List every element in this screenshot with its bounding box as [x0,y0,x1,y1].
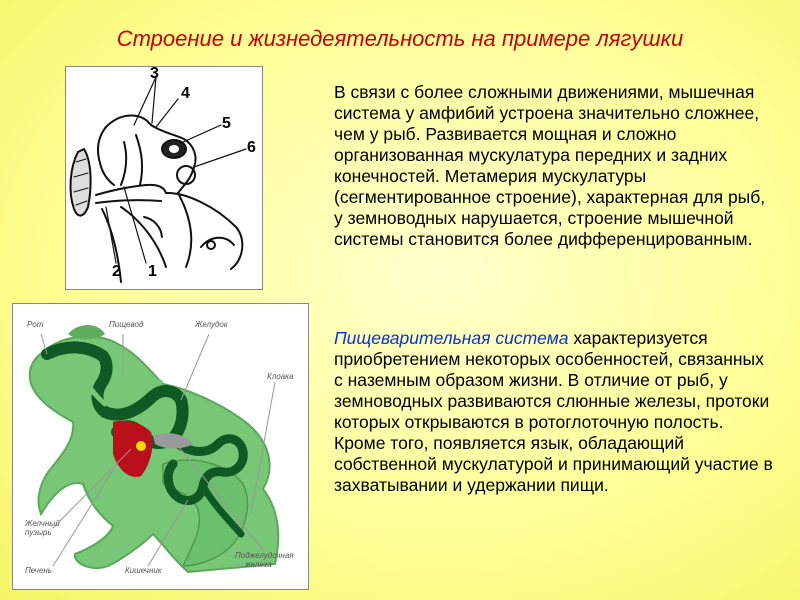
frog-head-diagram [65,66,263,290]
paragraph-muscles: В связи с более сложными движениями, мышечная система у амфибий устроена значительно сложнее, чем у рыб. Развивается мощная и сложно организованная мускулатура передних и задних конечностей. Метамерия мускулатуры (сегментированное строение), характерная для рыб, у земноводных нарушается, строение мышечной системы становится более дифференцированным. [334,82,766,249]
label-gallbladder-1: Желчный [25,519,60,528]
label-stomach: Желудок [195,320,228,329]
label-cloaca: Клоака [267,372,294,381]
label-4: 4 [181,85,190,102]
label-pancreas-2: железа [245,560,272,569]
label-intestine: Кишечник [125,566,162,575]
digestive-body: характеризуется приобретением некоторых особенностей, связанных с наземным образом жизни. В отличие от рыб, у земноводных развиваются слюнные железы, протоки которых открываются в ротоглоточную полость. Кроме того, появляется язык, обладающий собственной мускулатурой и принимающий участие в захватывании и удержании пищи. [334,328,773,495]
label-liver: Печень [25,566,52,575]
frog-head-drawing [66,67,262,289]
label-esophagus: Пищевод [109,320,144,329]
label-1: 1 [148,263,157,280]
digestive-heading: Пищеварительная система [334,328,569,348]
label-gallbladder-2: пузырь [25,528,52,537]
label-5: 5 [222,115,231,132]
paragraph-digestive [334,328,774,496]
label-3: 3 [150,65,159,82]
frog-digestive-drawing [13,304,308,589]
label-2: 2 [112,263,121,280]
label-6: 6 [247,139,256,156]
slide-title: Строение и жизнедеятельность на примере лягушки [116,26,684,51]
label-pancreas-1: Поджелудочная [235,551,294,560]
label-mouth: Рот [27,320,44,329]
frog-digestive-diagram [12,303,309,590]
